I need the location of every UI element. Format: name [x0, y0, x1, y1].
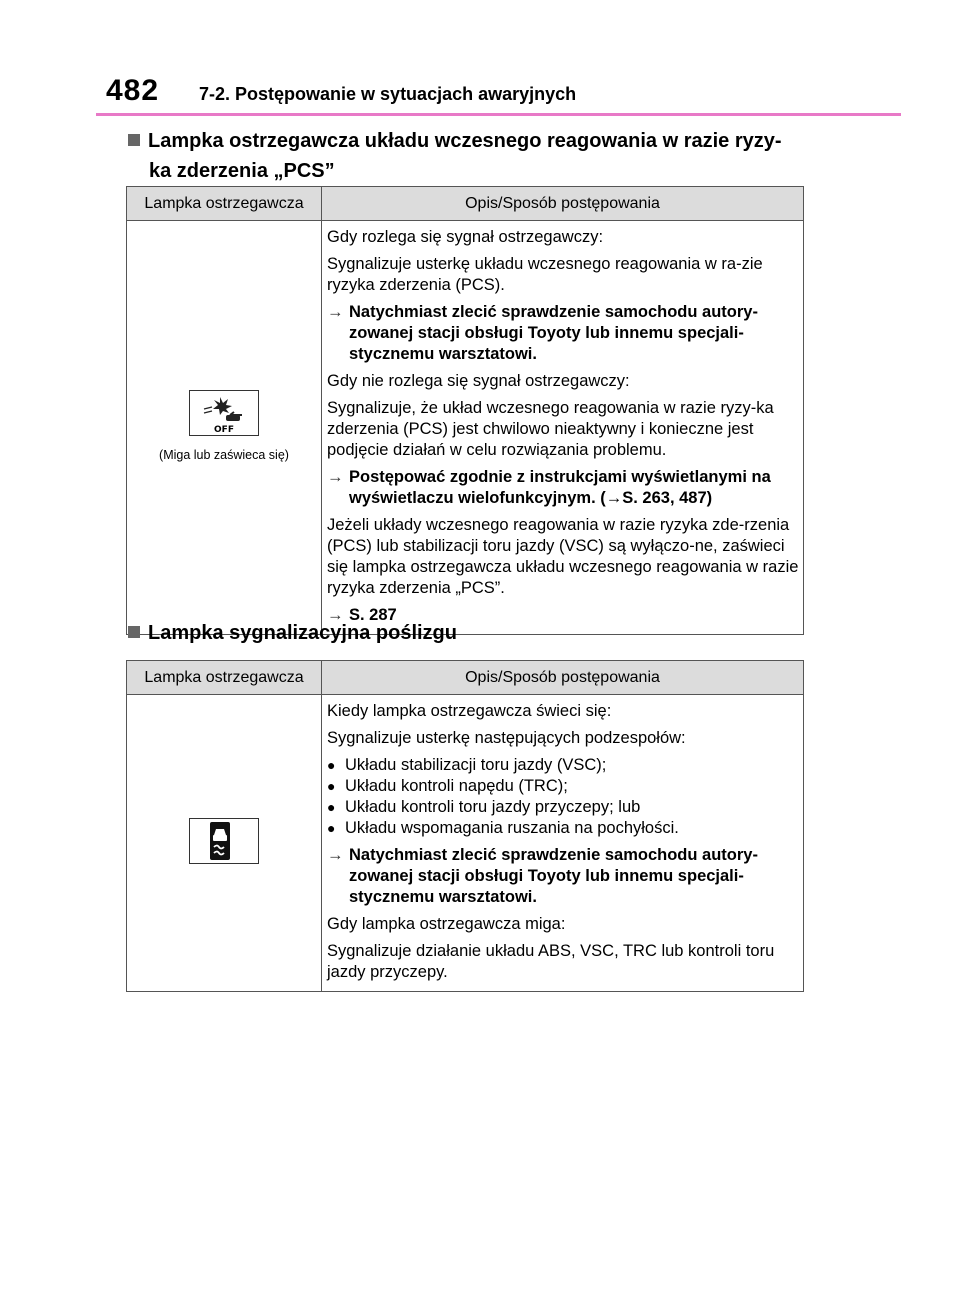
arrow-icon: →: [327, 606, 344, 624]
pcs-warning-table: [126, 186, 804, 635]
bullet-icon: ●: [327, 778, 336, 794]
bullet-icon: ●: [327, 820, 336, 836]
chapter-title: 7-2. Postępowanie w sytuacjach awaryjnych: [199, 84, 577, 104]
paragraph: Sygnalizuje usterkę następujących podzespołów:: [327, 729, 686, 747]
arrow-icon: →: [327, 303, 344, 321]
lamp-cell: [127, 695, 322, 992]
action-item: → Postępować zgodnie z instrukcjami wyświetlanymi na wyświetlaczu wielofunkcyjnym. (→S. 263, 487): [327, 468, 771, 507]
square-bullet-icon: [128, 626, 140, 638]
description-cell: [322, 695, 804, 992]
section-title-pcs: Lampka ostrzegawcza układu wczesnego reagowania w razie ryzy- ka zderzenia „PCS”: [128, 126, 782, 186]
slip-indicator-icon: [189, 818, 259, 864]
paragraph: Gdy lampka ostrzegawcza miga:: [327, 915, 566, 933]
square-bullet-icon: [128, 134, 140, 146]
paragraph: Kiedy lampka ostrzegawcza świeci się:: [327, 702, 612, 720]
column-header-description: Opis/Sposób postępowania: [322, 661, 804, 695]
paragraph: Sygnalizuje działanie układu ABS, VSC, TRC lub kontroli toru jazdy przyczepy.: [327, 942, 775, 981]
action-item: → Natychmiast zlecić sprawdzenie samochodu autory-zowanej stacji obsługi Toyoty lub innemu specjali-stycznemu warsztatowi.: [327, 303, 758, 363]
list-item: ● Układu kontroli napędu (TRC);: [327, 777, 568, 795]
section-title-slip: Lampka sygnalizacyjna poślizgu: [128, 618, 457, 648]
arrow-icon: →: [327, 846, 344, 864]
bullet-icon: ●: [327, 757, 336, 773]
svg-text:OFF: OFF: [214, 424, 234, 435]
header-divider: [96, 113, 901, 116]
bullet-icon: ●: [327, 799, 336, 815]
page-reference: → S. 287: [327, 606, 397, 624]
paragraph: Sygnalizuje usterkę układu wczesnego reagowania w ra-zie ryzyka zderzenia (PCS).: [327, 255, 763, 294]
page-number: 482: [106, 74, 160, 107]
paragraph: Jeżeli układy wczesnego reagowania w razie ryzyka zde-rzenia (PCS) lub stabilizacji toru jazdy (VSC) są wyłączo-ne, zaświeci się lampka ostrzegawcza układu wczesnego reagowania w razie ryzyka zderzenia „PCS”.: [327, 516, 799, 597]
column-header-lamp: Lampka ostrzegawcza: [127, 661, 322, 695]
lamp-caption: (Miga lub zaświeca się): [159, 447, 289, 462]
paragraph: Sygnalizuje, że układ wczesnego reagowania w razie ryzy-ka zderzenia (PCS) jest chwilowo nieaktywny i konieczne jest podjęcie działań w celu rozwiązania problemu.: [327, 399, 774, 459]
lamp-cell: [127, 221, 322, 635]
column-header-description: Opis/Sposób postępowania: [322, 187, 804, 221]
column-header-lamp: Lampka ostrzegawcza: [127, 187, 322, 221]
paragraph: Gdy rozlega się sygnał ostrzegawczy:: [327, 228, 604, 246]
paragraph: Gdy nie rozlega się sygnał ostrzegawczy:: [327, 372, 630, 390]
list-item: ● Układu stabilizacji toru jazdy (VSC);: [327, 756, 607, 774]
arrow-icon: →: [327, 468, 344, 486]
list-item: ● Układu kontroli toru jazdy przyczepy; lub: [327, 798, 641, 816]
pcs-off-icon: [189, 390, 259, 436]
list-item: ● Układu wspomagania ruszania na pochyłości.: [327, 819, 679, 837]
page-header: [0, 0, 960, 118]
slip-indicator-table: [126, 660, 804, 992]
description-cell: [322, 221, 804, 635]
action-item: → Natychmiast zlecić sprawdzenie samochodu autory-zowanej stacji obsługi Toyoty lub innemu specjali-stycznemu warsztatowi.: [327, 846, 758, 906]
